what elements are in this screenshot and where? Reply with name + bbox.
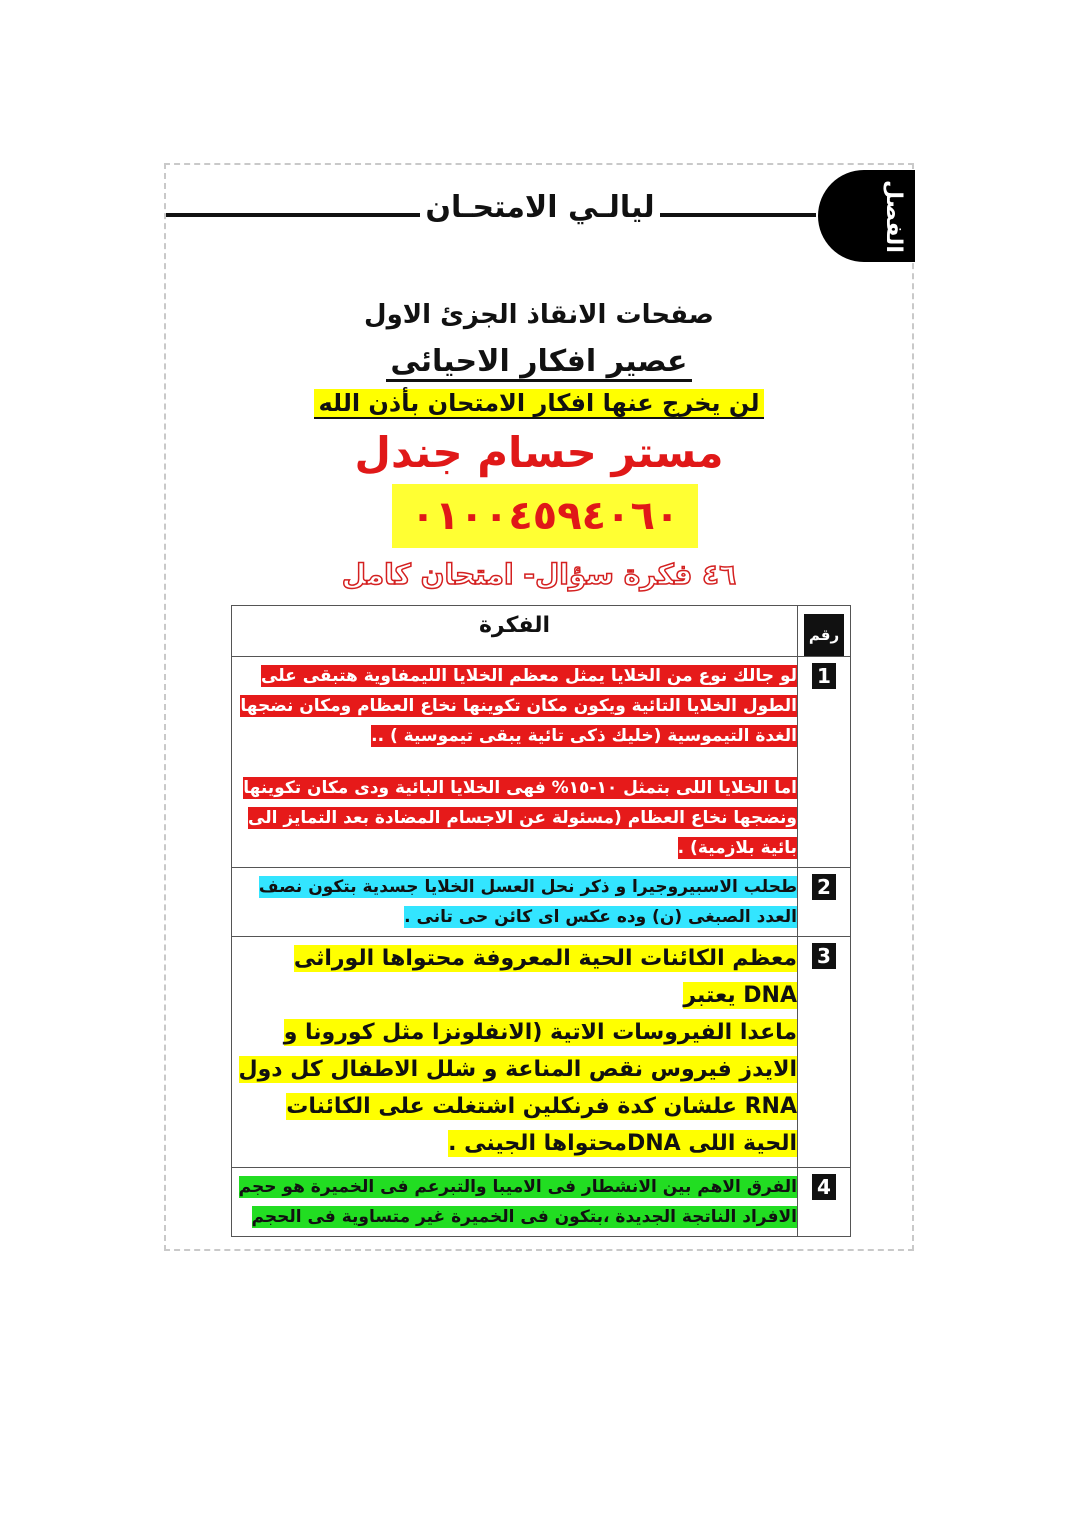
- idea-text: لو جالك نوع من الخلايا يمثل معظم الخلايا الليمفاوية هتبقى على الطول الخلايا التائية ويكون مكان تكوينها نخاع العظام ومكان نضجها الغدة التيموسية (خليك ذكى تائية يبقى تيموسية ) ..: [240, 666, 797, 746]
- intro-line-2: [164, 344, 914, 379]
- teacher-name: مستر حسام جندل: [354, 428, 724, 477]
- ideas-table: [231, 605, 851, 1237]
- header-rule-left: [166, 213, 420, 217]
- idea-cell: [232, 657, 798, 868]
- header-rule-right: [660, 213, 816, 217]
- row-number-cell: [798, 868, 851, 937]
- table-header-row: [232, 606, 851, 657]
- intro-line-3: [164, 389, 914, 417]
- row-number-cell: [798, 937, 851, 1168]
- chapter-tab: [818, 170, 915, 262]
- intro-line-2-text: عصير افكار الاحيائى: [386, 344, 691, 382]
- header-idea: الفكرة: [232, 606, 798, 657]
- table-row: [232, 657, 851, 868]
- idea-text: طحلب الاسبيروجيرا و ذكر نحل العسل الخلايا جسدية بتكون نصف العدد الصبغى (ن) وده عكس اى كائن حى تانى .: [258, 877, 797, 927]
- idea-cell: [232, 937, 798, 1168]
- ideas-subtitle: ٤٦ فكرة سؤال- امتحان كامل: [341, 558, 737, 591]
- row-number: 2: [812, 874, 836, 900]
- idea-cell: [232, 1168, 798, 1237]
- header-title: ليالـي الامتحـان: [425, 190, 655, 225]
- phone-number: ٠١٠٠٤٥٩٤٠٦٠: [392, 484, 698, 548]
- row-number: 4: [812, 1174, 836, 1200]
- row-number-cell: [798, 1168, 851, 1237]
- table-row: [232, 1168, 851, 1237]
- row-number: 1: [812, 663, 836, 689]
- intro-line-3-text: لن يخرج عنها افكار الامتحان بأذن الله: [314, 389, 763, 419]
- idea-text: معظم الكائنات الحية المعروفة محتواها الوراثى DNA يعتبر: [293, 946, 797, 1008]
- row-number-cell: [798, 657, 851, 868]
- idea-text: الفرق الاهم بين الانشطار فى الاميبا والتبرعم فى الخميرة هو حجم الافراد الناتجة الجديدة ،بتكون فى الخميرة غير متساوية فى الحجم: [238, 1177, 797, 1227]
- intro-line-1: صفحات الانقاذ الجزئ الاول: [364, 300, 714, 330]
- header-number-label: رقم: [804, 614, 844, 656]
- chapter-tab-label: الفصل: [881, 179, 906, 253]
- table-row: [232, 937, 851, 1168]
- idea-text: اما الخلايا اللى بتمثل ١٠-١٥% فهى الخلايا البائية ودى مكان تكوينها ونضجها نخاع العظام (مسئولة عن الاجسام المضادة بعد التمايز الى بائية بلازمية) .: [243, 778, 797, 858]
- row-number: 3: [812, 943, 836, 969]
- idea-cell: [232, 868, 798, 937]
- header-number: [798, 606, 851, 657]
- idea-text: ماعدا الفيروسات الاتية (الانفلونزا مثل كورونا و الايدز فيروس نقص المناعة و شلل الاطفال كل دول RNA علشان كدة فرنكلين اشتغلت على الكائنات الحية اللى DNAمحتواها الجينى .: [238, 1020, 797, 1156]
- table-row: [232, 868, 851, 937]
